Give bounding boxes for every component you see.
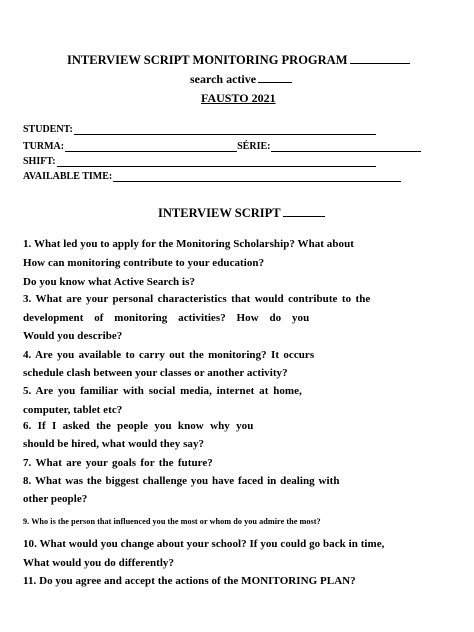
turma-label: TURMA:: [23, 141, 65, 152]
question-line: 11. Do you agree and accept the actions of the MONITORING PLAN?: [23, 575, 356, 587]
shift-label: SHIFT:: [23, 156, 56, 167]
document-title-text: INTERVIEW SCRIPT MONITORING PROGRAM: [67, 53, 348, 67]
question-line: What would you do differently?: [23, 557, 175, 569]
question-line: 8. What was the biggest challenge you have faced in dealing with: [23, 475, 340, 487]
turma-serie-field: [23, 141, 421, 152]
student-field: [23, 124, 376, 135]
turma-blank-line: [65, 143, 237, 152]
question-line: should be hired, what would they say?: [23, 438, 205, 450]
question-line: 4. Are you available to carry out the monitoring? It occurs: [23, 349, 315, 361]
available-time-label: AVAILABLE TIME:: [23, 171, 113, 182]
question-line: other people?: [23, 493, 88, 505]
document-subtitle: [190, 72, 292, 87]
question-line: schedule clash between your classes or another activity?: [23, 367, 288, 379]
question-line: computer, tablet etc?: [23, 404, 123, 416]
question-line: 10. What would you change about your school? If you could go back in time,: [23, 538, 385, 550]
question-line: 3. What are your personal characteristics that would contribute to the: [23, 293, 371, 305]
student-label: STUDENT:: [23, 124, 73, 135]
section-underline-blank: [283, 206, 325, 217]
available-time-blank-line: [113, 173, 401, 182]
available-time-field: [23, 171, 401, 182]
shift-blank-line: [57, 158, 376, 167]
document-subtitle-text: search active: [190, 72, 257, 86]
section-title: [158, 206, 325, 221]
title-underline-blank: [350, 52, 410, 64]
student-blank-line: [74, 126, 376, 135]
question-line: 7. What are your goals for the future?: [23, 457, 213, 469]
question-line: 9. Who is the person that influenced you the most or whom do you admire the most?: [23, 517, 321, 526]
question-line: How can monitoring contribute to your education?: [23, 257, 265, 269]
question-line: Do you know what Active Search is?: [23, 276, 196, 288]
question-line: development of monitoring activities? How do you: [23, 312, 310, 324]
question-line: 5. Are you familiar with social media, internet at home,: [23, 385, 302, 397]
section-title-text: INTERVIEW SCRIPT: [158, 206, 281, 220]
document-edition: FAUSTO 2021: [201, 91, 276, 105]
question-line: 6. If I asked the people you know why you: [23, 420, 254, 432]
shift-field: [23, 156, 376, 167]
subtitle-underline-blank: [258, 72, 292, 83]
serie-blank-line: [271, 143, 421, 152]
serie-label: SÉRIE:: [237, 141, 271, 152]
question-line: Would you describe?: [23, 330, 123, 342]
question-line: 1. What led you to apply for the Monitoring Scholarship? What about: [23, 238, 354, 250]
document-title: [67, 52, 410, 68]
